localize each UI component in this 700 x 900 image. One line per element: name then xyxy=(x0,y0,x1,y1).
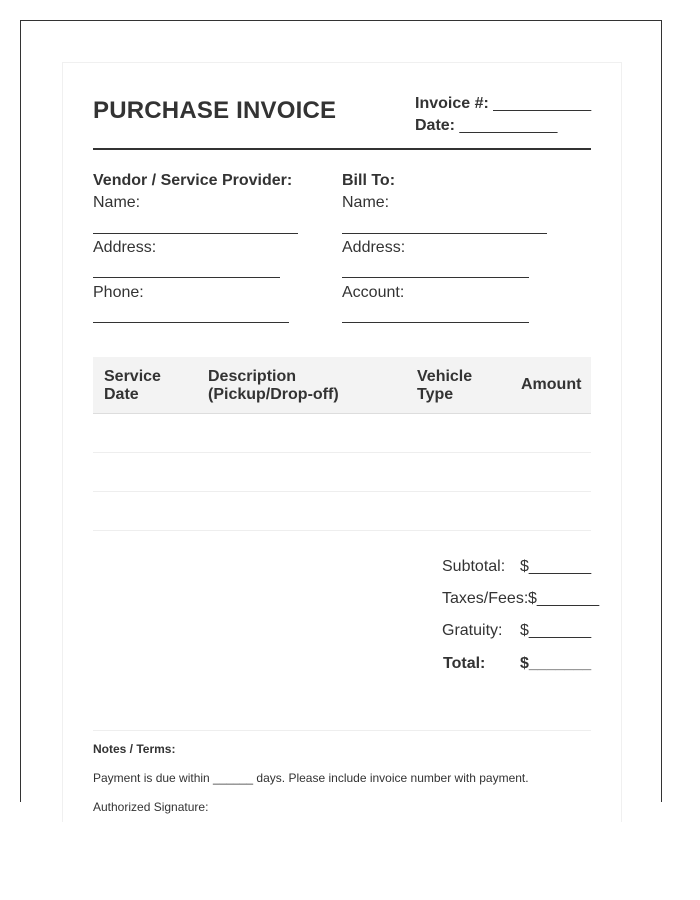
notes-text: Payment is due within ______ days. Please include invoice number with payment. xyxy=(93,771,529,785)
column-header-description xyxy=(208,368,339,404)
invoice-number-label: Invoice #: xyxy=(415,95,489,112)
notes-heading: Notes / Terms: xyxy=(93,742,176,756)
bill-to-name-label: Name: xyxy=(342,194,390,211)
table-header xyxy=(93,357,591,414)
column-header-amount xyxy=(521,376,581,394)
column-header-line: Service xyxy=(104,368,161,385)
column-header-line: Vehicle xyxy=(417,368,473,385)
vendor-heading: Vendor / Service Provider: xyxy=(93,172,293,189)
taxes-fees-field[interactable]: $_______ xyxy=(528,590,600,607)
vendor-address-label: Address: xyxy=(93,239,157,256)
vendor-name-label: Name: xyxy=(93,194,141,211)
vendor-phone-label: Phone: xyxy=(93,284,144,301)
column-header-line: Amount xyxy=(521,376,582,393)
column-header-service-date xyxy=(104,368,161,404)
invoice-number-field[interactable]: ___________ xyxy=(493,95,592,112)
notes-divider xyxy=(93,730,591,731)
vendor-name-field[interactable] xyxy=(93,233,298,234)
bill-to-account-label: Account: xyxy=(342,284,405,301)
invoice-sheet xyxy=(62,62,622,822)
invoice-number-row xyxy=(415,95,591,113)
column-header-vehicle-type xyxy=(417,368,472,404)
subtotal-field[interactable]: $_______ xyxy=(520,558,592,575)
invoice-date-row xyxy=(415,117,557,135)
column-header-line: (Pickup/Drop-off) xyxy=(208,386,339,403)
bill-to-address-field[interactable] xyxy=(342,277,529,278)
subtotal-label: Subtotal: xyxy=(442,558,506,575)
gratuity-field[interactable]: $_______ xyxy=(520,622,592,639)
table-row[interactable] xyxy=(93,491,591,492)
invoice-title: PURCHASE INVOICE xyxy=(93,97,337,124)
vendor-phone-field[interactable] xyxy=(93,322,289,323)
total-label: Total: xyxy=(443,655,486,672)
vendor-address-field[interactable] xyxy=(93,277,280,278)
table-row[interactable] xyxy=(93,452,591,453)
gratuity-label: Gratuity: xyxy=(442,622,503,639)
column-header-line: Description xyxy=(208,368,297,385)
column-header-line: Type xyxy=(417,386,454,403)
column-header-line: Date xyxy=(104,386,139,403)
header-divider xyxy=(93,148,591,150)
taxes-fees-label: Taxes/Fees: xyxy=(442,590,529,607)
table-row[interactable] xyxy=(93,530,591,531)
signature-label: Authorized Signature: xyxy=(93,800,209,814)
total-field[interactable]: $_______ xyxy=(520,655,592,672)
bill-to-heading: Bill To: xyxy=(342,172,396,189)
invoice-date-label: Date: xyxy=(415,117,456,134)
bill-to-account-field[interactable] xyxy=(342,322,529,323)
invoice-date-field[interactable]: ___________ xyxy=(459,117,558,134)
page-frame xyxy=(20,20,662,814)
bill-to-name-field[interactable] xyxy=(342,233,547,234)
bill-to-address-label: Address: xyxy=(342,239,406,256)
